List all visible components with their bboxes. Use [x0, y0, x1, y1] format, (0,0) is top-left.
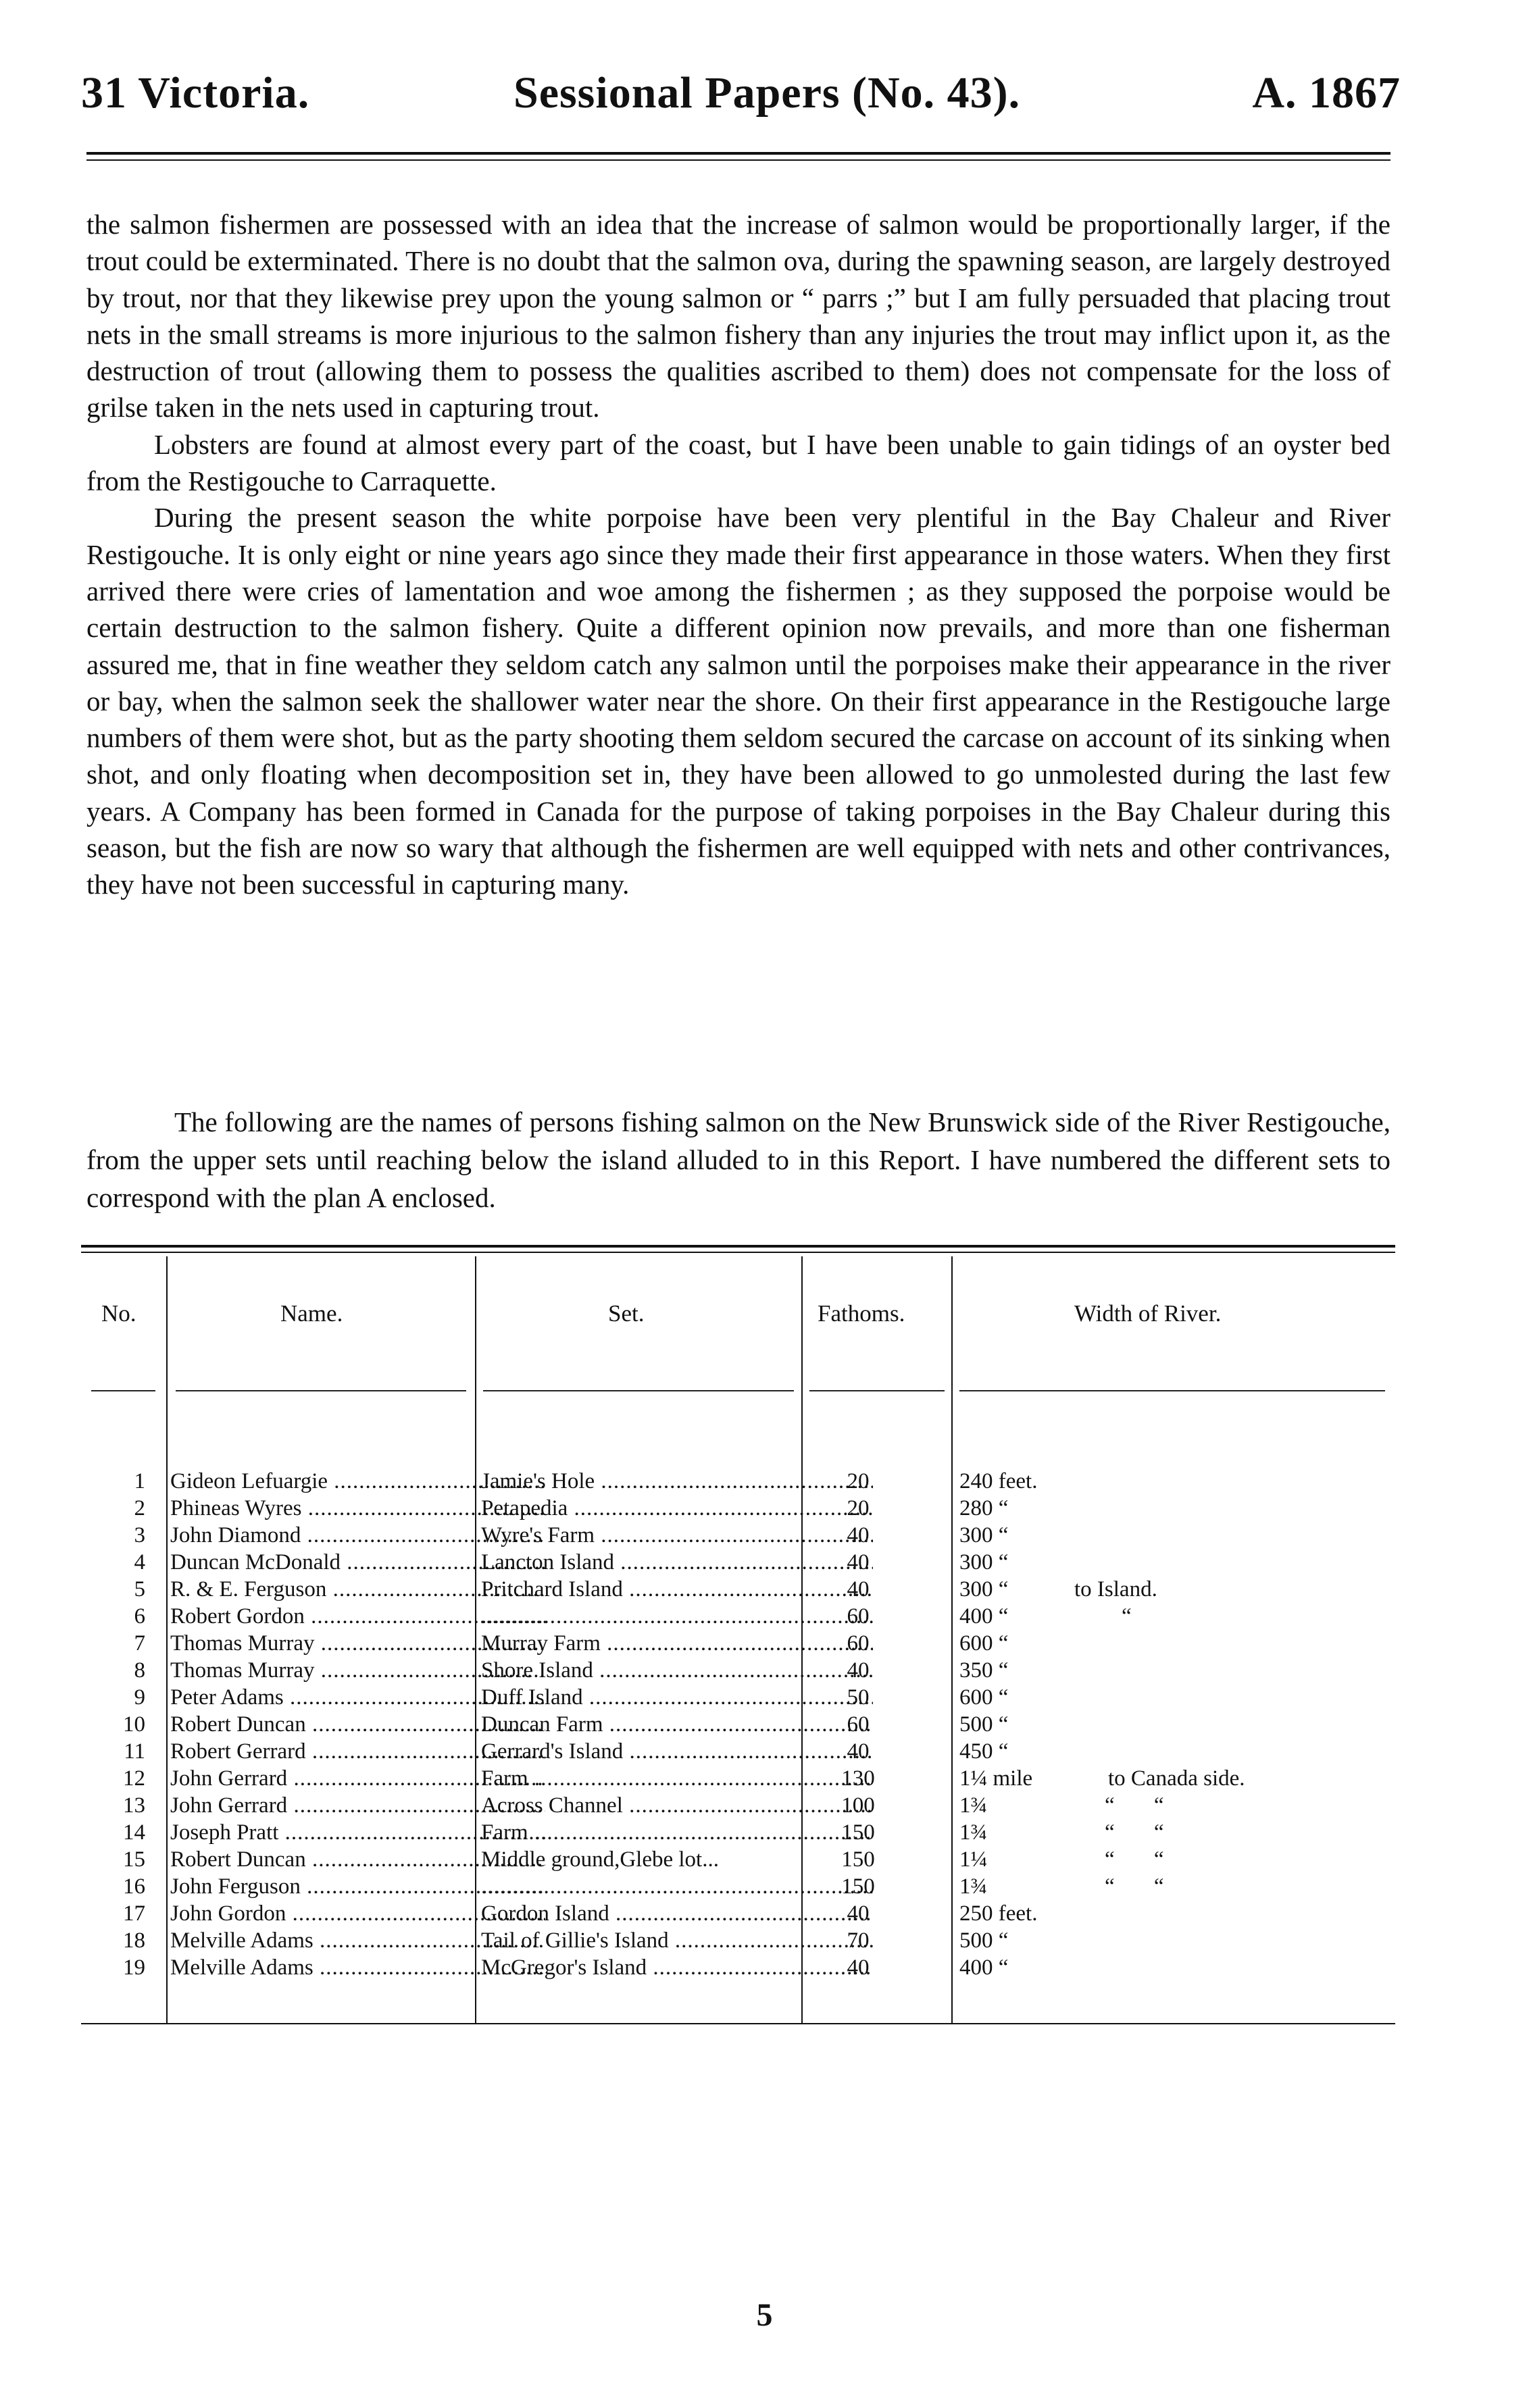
river-width: 500 “ [959, 1928, 1009, 1953]
body-text [86, 206, 1390, 903]
fathoms-value: 40 [847, 1550, 870, 1574]
table-intro: The following are the names of persons fishing salmon on the New Brunswick side of the River Restigouche, from the upper sets until reaching below the island alluded to in this Report. I have numbered the different sets to correspond with the plan A enclosed. [86, 1106, 1390, 1213]
row-number: 17 [123, 1901, 145, 1926]
table-row [81, 1496, 1395, 1523]
fathoms-value: 150 [841, 1820, 875, 1845]
fathoms-value: 50 [847, 1685, 870, 1710]
fisher-name: Melville Adams ..... [170, 1928, 545, 1953]
row-number: 1 [134, 1469, 145, 1493]
fathoms-value: 20 [847, 1469, 870, 1493]
fisher-name: Thomas Murray ..... [170, 1658, 545, 1683]
table-row [81, 1604, 1395, 1631]
river-width-note: to Island. [1074, 1577, 1157, 1602]
fathoms-value: 40 [847, 1901, 870, 1926]
river-width: 600 “ [959, 1685, 1009, 1710]
table-row [81, 1523, 1395, 1550]
fisher-name: John Ferguson ..... [170, 1874, 545, 1899]
river-width-note: “ “ [1105, 1847, 1164, 1872]
fisher-name: Robert Gordon ..... [170, 1604, 545, 1629]
header-fathoms: Fathoms. [818, 1300, 905, 1327]
header-no: No. [101, 1300, 136, 1327]
paragraph-porpoise: During the present season the white porpoise have been very plentiful in the Bay Chaleur and River Restigouche. It is only eight or nine years ago since they made their first appearance in those waters. When they first arrived there were cries of lamentation and woe among the fishermen ; as they supposed the porpoise would be certain destruction to the salmon fishery. Quite a different opinion now prevails, and more than one fisherman assured me, that in fine weather they seldom catch any salmon until the porpoises make their appearance in the river or bay, when the salmon seek the shallower water near the shore. On their first appearance in the Restigouche large numbers of them were shot, but as the party shooting them seldom secured the carcase on account of its sinking when shot, and only floating when decomposition set in, they have been allowed to go unmolested during the last few years. A Company has been formed in Canada for the purpose of taking porpoises in the Bay Chaleur during this season, but the fish are now so wary that although the fishermen are well equipped with nets and other contrivances, they have not been successful in capturing many. [86, 502, 1390, 900]
river-width: 1¼ mile [959, 1766, 1033, 1791]
fisher-name: Melville Adams ..... [170, 1955, 545, 1980]
table-row [81, 1739, 1395, 1766]
row-number: 11 [124, 1739, 145, 1764]
set-location: Murray Farm ..... [481, 1631, 873, 1656]
fathoms-value: 40 [847, 1955, 870, 1980]
fathoms-value: 130 [841, 1766, 875, 1791]
fathoms-value: 20 [847, 1496, 870, 1520]
river-width: 280 “ [959, 1496, 1009, 1520]
table-row [81, 1685, 1395, 1712]
river-width-note: “ “ [1105, 1820, 1164, 1845]
header-underline [809, 1390, 945, 1391]
row-number: 2 [134, 1496, 145, 1520]
river-width: 1¼ [959, 1847, 988, 1872]
set-location: Duncan Farm ..... [481, 1712, 873, 1737]
table-row [81, 1469, 1395, 1496]
fisher-name: Peter Adams ..... [170, 1685, 545, 1710]
table-rule-top-thin [81, 1252, 1395, 1253]
fisher-name: Robert Gerrard ..... [170, 1739, 545, 1764]
river-width: 300 “ [959, 1550, 1009, 1574]
row-number: 10 [123, 1712, 145, 1737]
row-number: 9 [134, 1685, 145, 1710]
set-location: Middle ground,Glebe lot... [481, 1847, 719, 1872]
table-rule-bottom [81, 2023, 1395, 2024]
set-location: Gordon Island ..... [481, 1901, 873, 1926]
set-location: Wyre's Farm ..... [481, 1523, 873, 1548]
set-location: McGregor's Island ..... [481, 1955, 873, 1980]
fathoms-value: 150 [841, 1874, 875, 1899]
river-width: 350 “ [959, 1658, 1009, 1683]
set-location: Lancton Island ..... [481, 1550, 873, 1575]
header-underline [176, 1390, 466, 1391]
year-label: A. 1867 [1252, 68, 1401, 118]
set-location: Petapedia ..... [481, 1496, 873, 1521]
row-number: 6 [134, 1604, 145, 1629]
set-location: Farm ..... [481, 1766, 873, 1791]
fisher-name: John Gordon ..... [170, 1901, 545, 1926]
river-width: 400 “ [959, 1955, 1009, 1980]
fisher-name: Duncan McDonald ..... [170, 1550, 545, 1575]
fathoms-value: 60 [847, 1631, 870, 1656]
fisher-name: Joseph Pratt ..... [170, 1820, 545, 1845]
fathoms-value: 40 [847, 1658, 870, 1683]
table-row [81, 1577, 1395, 1604]
river-width: 1¾ [959, 1874, 988, 1899]
set-location: Across Channel ..... [481, 1793, 873, 1818]
set-location: Tail of Gillie's Island ..... [481, 1928, 873, 1953]
row-number: 16 [123, 1874, 145, 1899]
paragraph-lobsters: Lobsters are found at almost every part of the coast, but I have been unable to gain tidings of an oyster bed from the Restigouche to Carraquette. [86, 428, 1390, 497]
table-row [81, 1928, 1395, 1955]
set-location: Gerrard's Island ..... [481, 1739, 873, 1764]
fisher-name: John Diamond ..... [170, 1523, 545, 1548]
set-location: Shore Island ..... [481, 1658, 873, 1683]
header-width: Width of River. [1074, 1300, 1222, 1327]
set-location: Farm ..... [481, 1820, 873, 1845]
river-width-note: “ [1122, 1604, 1132, 1629]
fisher-name: R. & E. Ferguson ..... [170, 1577, 545, 1602]
fathoms-value: 70 [847, 1928, 870, 1953]
fisher-name: Gideon Lefuargie ..... [170, 1469, 545, 1494]
table-row [81, 1820, 1395, 1847]
table-row [81, 1631, 1395, 1658]
set-location: Jamie's Hole ..... [481, 1469, 873, 1494]
header-set: Set. [608, 1300, 645, 1327]
river-width: 1¾ [959, 1820, 988, 1845]
river-width: 300 “ [959, 1523, 1009, 1547]
row-number: 12 [123, 1766, 145, 1791]
paragraph-trout: the salmon fishermen are possessed with an idea that the increase of salmon would be proportionally larger, if the trout could be exterminated. There is no doubt that the salmon ova, during the spawning season, are largely destroyed by trout, nor that they likewise prey upon the young salmon or “ parrs ;” but I am fully persuaded that placing trout nets in the small streams is more injurious to the salmon fishery than any injuries the trout may inflict upon it, as the destruction of trout (allowing them to possess the qualities ascribed to them) does not compensate for the loss of grilse taken in the nets used in capturing trout. [86, 209, 1390, 424]
session-label: 31 Victoria. [81, 68, 310, 118]
river-width: 400 “ [959, 1604, 1009, 1629]
river-width: 500 “ [959, 1712, 1009, 1737]
fisher-name: Thomas Murray ..... [170, 1631, 545, 1656]
fathoms-value: 40 [847, 1739, 870, 1764]
fathoms-value: 40 [847, 1523, 870, 1547]
river-width: 250 feet. [959, 1901, 1038, 1926]
table-row [81, 1712, 1395, 1739]
row-number: 19 [123, 1955, 145, 1980]
table-row [81, 1658, 1395, 1685]
row-number: 8 [134, 1658, 145, 1683]
fisher-name: Robert Duncan ..... [170, 1712, 545, 1737]
row-number: 14 [123, 1820, 145, 1845]
fathoms-value: 60 [847, 1604, 870, 1629]
header-rule-top [86, 152, 1390, 155]
fathoms-value: 40 [847, 1577, 870, 1602]
header-name: Name. [280, 1300, 343, 1327]
header-underline [91, 1390, 155, 1391]
row-number: 4 [134, 1550, 145, 1574]
row-number: 3 [134, 1523, 145, 1547]
table-rule-top [81, 1245, 1395, 1248]
header-underline [483, 1390, 794, 1391]
river-width: 300 “ [959, 1577, 1009, 1602]
row-number: 7 [134, 1631, 145, 1656]
table-row [81, 1766, 1395, 1793]
fathoms-value: 150 [841, 1847, 875, 1872]
fathoms-value: 60 [847, 1712, 870, 1737]
document-title: Sessional Papers (No. 43). [513, 68, 1021, 118]
river-width: 450 “ [959, 1739, 1009, 1764]
river-width: 1¾ [959, 1793, 988, 1818]
table-row [81, 1874, 1395, 1901]
table-row [81, 1550, 1395, 1577]
row-number: 15 [123, 1847, 145, 1872]
header-rule-bottom [86, 159, 1390, 161]
row-number: 18 [123, 1928, 145, 1953]
river-width-note: “ “ [1105, 1793, 1164, 1818]
fisher-name: Robert Duncan ..... [170, 1847, 545, 1872]
header-underline [959, 1390, 1385, 1391]
fathoms-value: 100 [841, 1793, 875, 1818]
page-header [81, 68, 1401, 135]
river-width: 600 “ [959, 1631, 1009, 1656]
table-row [81, 1847, 1395, 1874]
fisher-name: John Gerrard ..... [170, 1766, 545, 1791]
river-width-note: to Canada side. [1108, 1766, 1245, 1791]
set-location: Pritchard Island ..... [481, 1577, 873, 1602]
row-number: 5 [134, 1577, 145, 1602]
river-width-note: “ “ [1105, 1874, 1164, 1899]
table-row [81, 1793, 1395, 1820]
fisher-name: Phineas Wyres ..... [170, 1496, 545, 1521]
table-row [81, 1955, 1395, 1982]
set-location: Duff Island ..... [481, 1685, 873, 1710]
table-row [81, 1901, 1395, 1928]
river-width: 240 feet. [959, 1469, 1038, 1493]
row-number: 13 [123, 1793, 145, 1818]
page-number: 5 [756, 2297, 773, 2333]
fisher-name: John Gerrard ..... [170, 1793, 545, 1818]
